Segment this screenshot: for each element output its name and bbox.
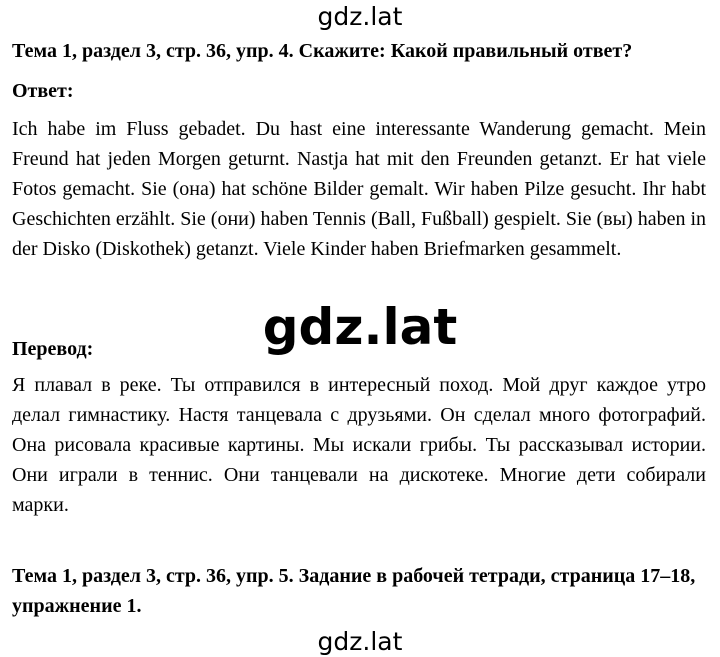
translation-label: Перевод:	[12, 338, 94, 360]
watermark-middle: gdz.lat	[262, 298, 458, 356]
task-2-heading: Тема 1, раздел 3, стр. 36, упр. 5. Задание в рабочей тетради, страница 17–18, упражнение 1.	[12, 565, 696, 617]
answer-text: Ich habe im Fluss gebadet. Du hast eine interessante Wanderung gemacht. Mein Freund hat jeden Morgen geturnt. Nastja hat mit den Freunden getanzt. Er hat viele Fotos gemacht. Sie (она) hat schöne Bilder gemalt. Wir haben Pilze gesucht. Ihr habt Geschichten erzählt. Sie (они) haben Tennis (Ball, Fußball) gespielt. Sie (вы) haben in der Disko (Diskothek) getanzt. Viele Kinder haben Briefmarken gesammelt.	[12, 118, 707, 260]
task-1-heading: Тема 1, раздел 3, стр. 36, упр. 4. Скажите: Какой правильный ответ?	[12, 40, 633, 62]
translation-text: Я плавал в реке. Ты отправился в интересный поход. Мой друг каждое утро делал гимнастику. Настя танцевала с друзьями. Он сделал много фотографий. Она рисовала красивые картины. Мы искали грибы. Ты рассказывал истории. Они играли в теннис. Они танцевали на дискотеке. Многие дети собирали марки.	[12, 374, 706, 516]
watermark-bottom: gdz.lat	[317, 627, 403, 656]
answer-label: Ответ:	[12, 80, 74, 102]
watermark-top: gdz.lat	[317, 2, 403, 31]
